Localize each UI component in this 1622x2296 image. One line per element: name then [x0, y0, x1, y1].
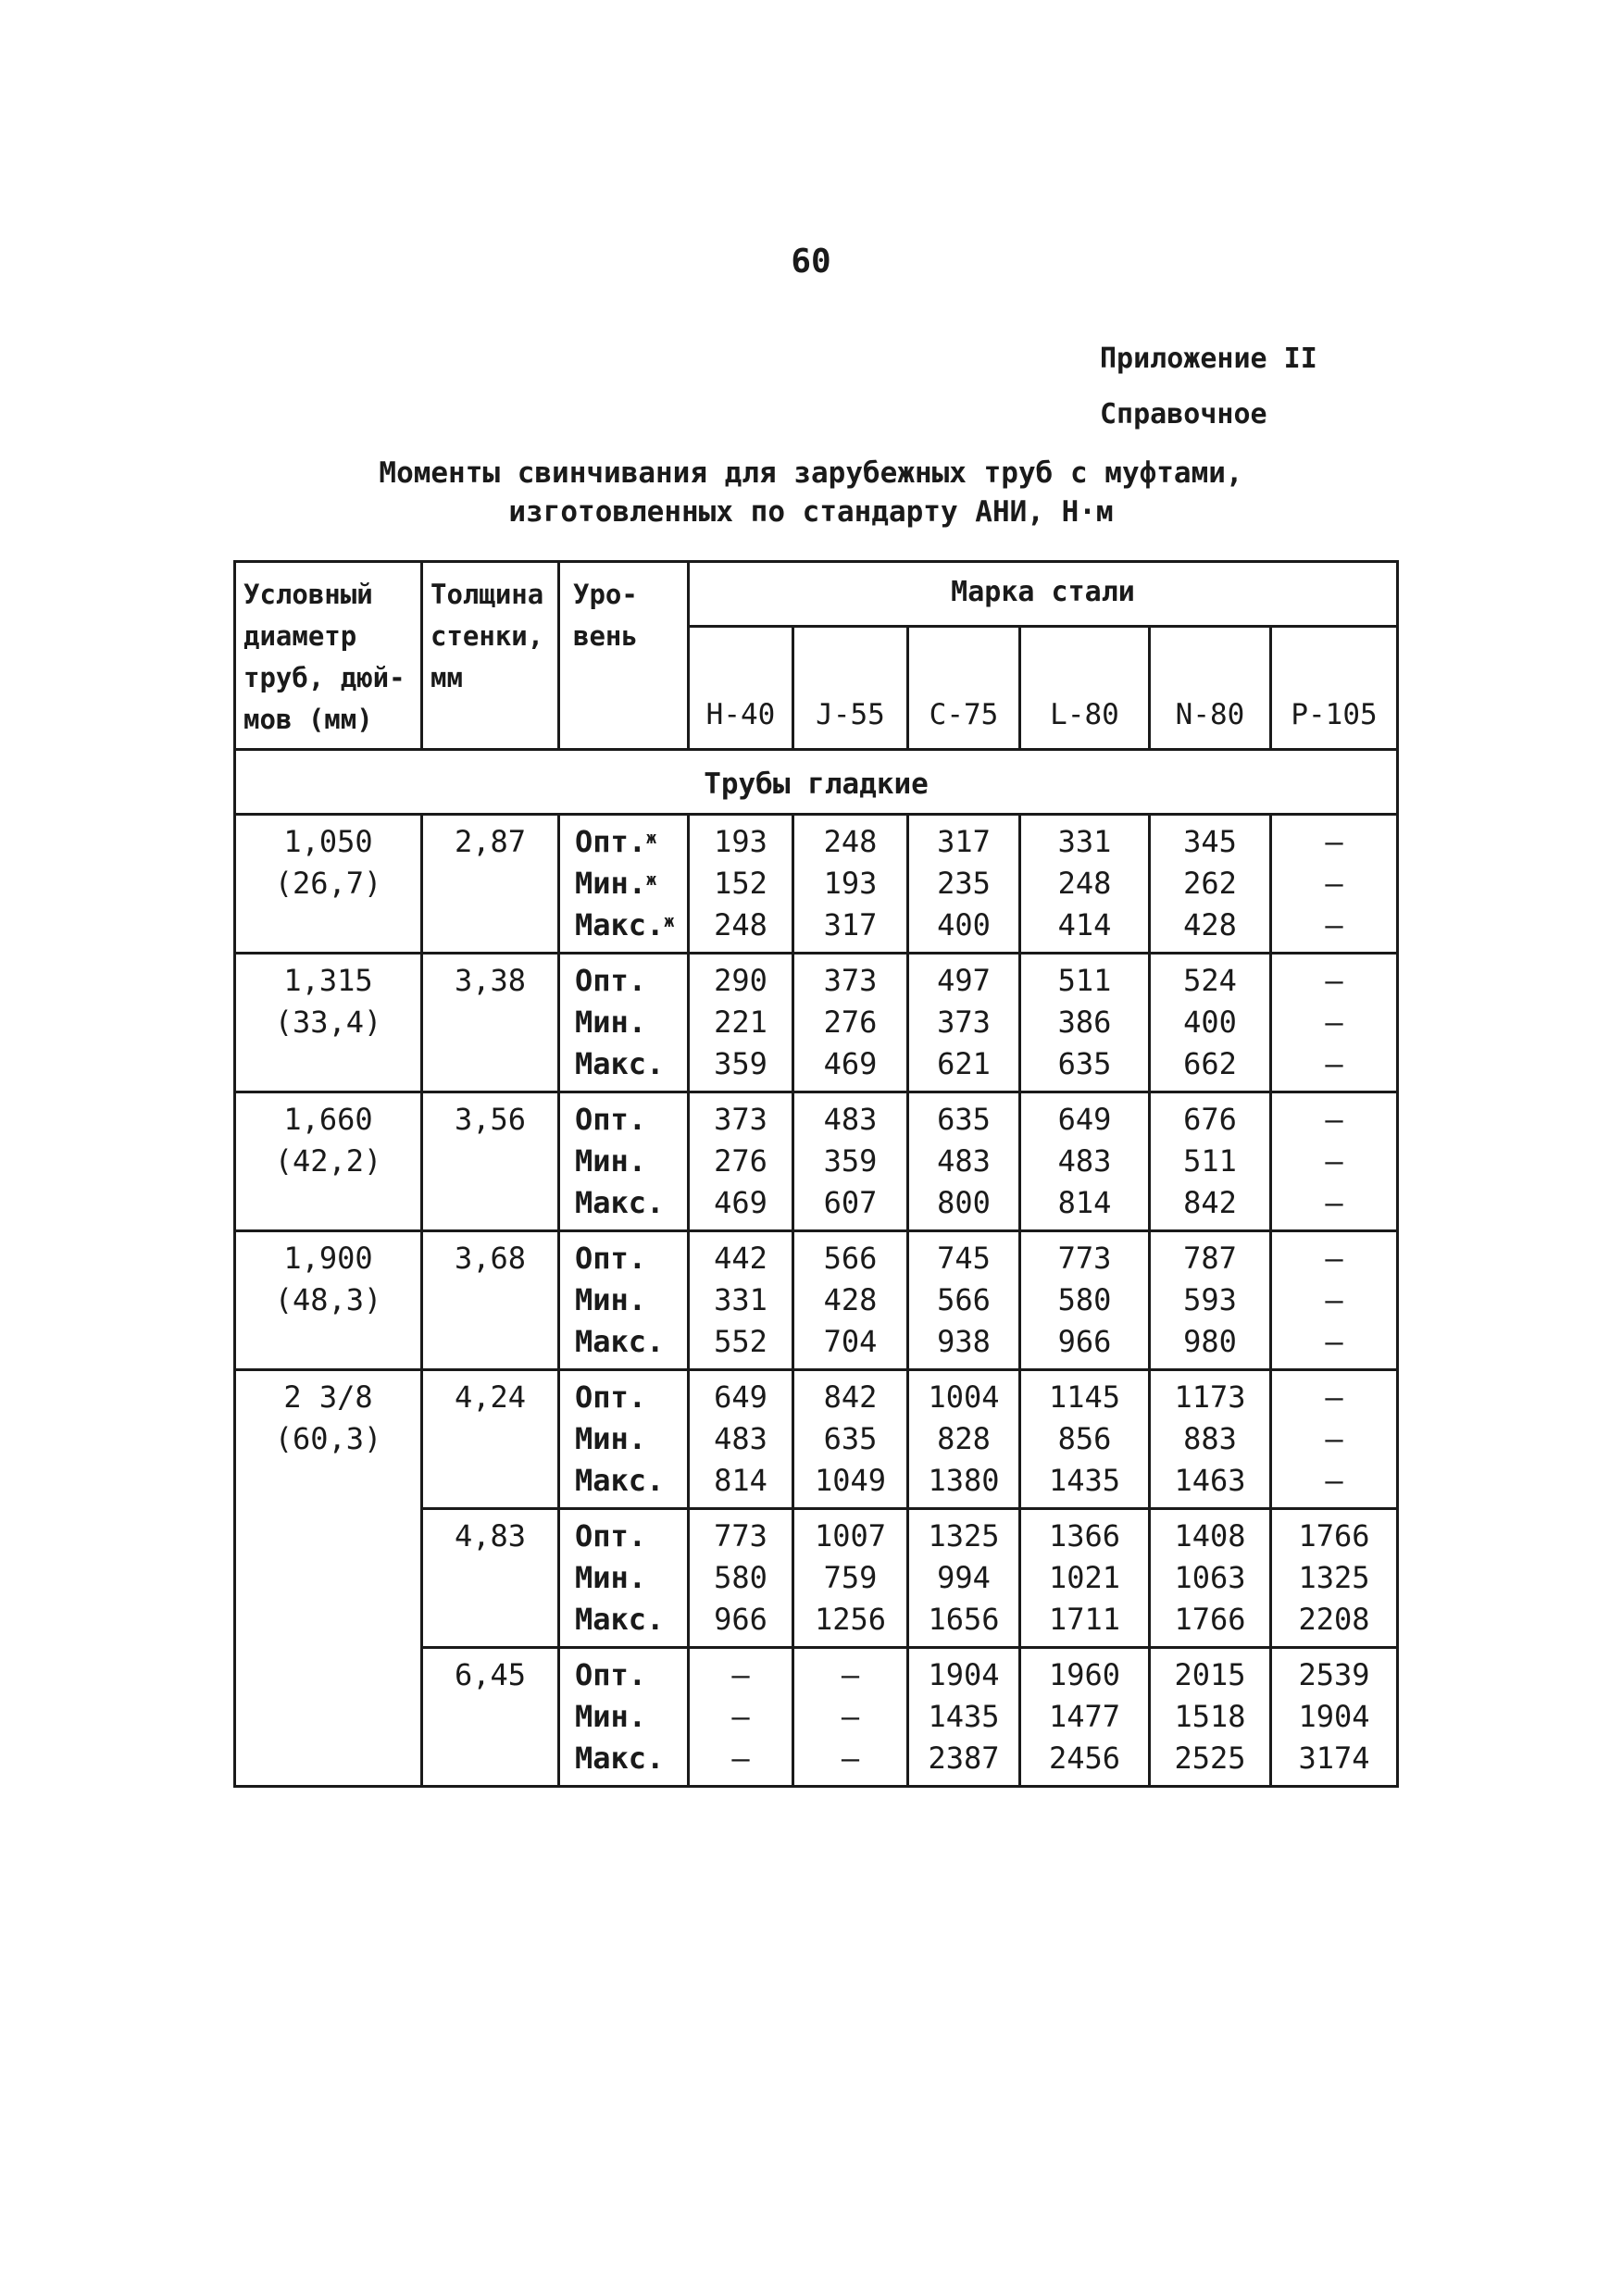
torque-cell	[1271, 1509, 1398, 1648]
torque-value: 1325	[1298, 1560, 1370, 1595]
torque-value: 883	[1183, 1421, 1237, 1456]
torque-cell	[793, 1231, 908, 1370]
torque-value: –	[1325, 1463, 1343, 1498]
table-body	[235, 562, 1398, 1787]
torque-value: 2525	[1174, 1741, 1246, 1776]
diameter-value: 2 3/8	[283, 1379, 373, 1415]
torque-cell	[1150, 1092, 1271, 1231]
torque-cell	[793, 1092, 908, 1231]
torque-value: 759	[823, 1560, 878, 1595]
diameter-cell	[235, 1370, 422, 1509]
torque-value: 566	[937, 1282, 991, 1317]
torque-cell	[1150, 1231, 1271, 1370]
level-label-line	[575, 1557, 687, 1599]
torque-cell	[908, 1231, 1020, 1370]
torque-value: 1904	[1298, 1699, 1370, 1734]
level-label-line	[575, 905, 687, 946]
level-label-line	[575, 1182, 687, 1224]
torque-value: 787	[1183, 1241, 1237, 1276]
torque-value: 842	[823, 1379, 878, 1415]
diameter-value: 1,900	[283, 1241, 373, 1276]
grade-header: Н-40	[689, 627, 793, 750]
torque-value: 566	[823, 1241, 878, 1276]
torque-value: 842	[1183, 1185, 1237, 1220]
torque-value: 828	[937, 1421, 991, 1456]
torque-value: 414	[1057, 907, 1112, 942]
torque-value: 662	[1183, 1046, 1237, 1081]
table-row	[235, 1092, 1398, 1231]
torque-cell	[689, 1509, 793, 1648]
torque-cell	[689, 1648, 793, 1787]
torque-value: 248	[1057, 866, 1112, 901]
header-diameter-line: мов (мм)	[243, 704, 373, 735]
level-label: Мин.	[575, 1560, 647, 1595]
torque-cell	[908, 815, 1020, 954]
wall-thickness-cell: 2,87	[422, 815, 559, 954]
torque-value: 773	[1057, 1241, 1112, 1276]
torque-value: 1256	[814, 1602, 887, 1637]
torque-cell	[1020, 1509, 1150, 1648]
torque-value: 593	[1183, 1282, 1237, 1317]
torque-cell	[908, 1370, 1020, 1509]
level-cell	[559, 815, 689, 954]
header-wall-line: стенки,	[430, 620, 544, 652]
torque-value: 1766	[1298, 1518, 1370, 1554]
header-diameter-line: труб, дюй-	[243, 662, 406, 693]
torque-cell	[908, 954, 1020, 1092]
torque-cell	[1020, 815, 1150, 954]
torque-value: 469	[714, 1185, 767, 1220]
torque-value: 1435	[928, 1699, 1000, 1734]
level-cell	[559, 954, 689, 1092]
level-label-line	[575, 1516, 687, 1557]
torque-value: 428	[823, 1282, 878, 1317]
torque-value: 2015	[1174, 1657, 1246, 1692]
level-label: Опт.	[575, 1379, 647, 1415]
torque-value: –	[1325, 1282, 1343, 1317]
level-label-line	[575, 821, 687, 863]
wall-thickness-cell: 4,83	[422, 1509, 559, 1648]
diameter-value: (42,2)	[274, 1143, 382, 1179]
footnote-mark: ж	[646, 829, 656, 848]
torque-value: 552	[714, 1324, 767, 1359]
torque-cell	[1271, 1648, 1398, 1787]
torque-cell	[1150, 1648, 1271, 1787]
torque-value: 2456	[1048, 1741, 1121, 1776]
torque-value: 428	[1183, 907, 1237, 942]
torque-table	[233, 560, 1399, 1788]
level-label: Опт.	[575, 1657, 647, 1692]
torque-value: 635	[937, 1102, 991, 1137]
torque-value: 276	[714, 1143, 767, 1179]
level-label: Мин.	[575, 1004, 647, 1040]
torque-value: –	[1325, 1379, 1343, 1415]
torque-value: 2387	[928, 1741, 1000, 1776]
header-level	[559, 562, 689, 750]
diameter-cell	[235, 954, 422, 1092]
torque-value: –	[1325, 907, 1343, 942]
wall-thickness-cell: 4,24	[422, 1370, 559, 1509]
level-label: Макс.	[575, 1324, 665, 1359]
level-label-line	[575, 1141, 687, 1182]
level-label: Макс.	[575, 1185, 665, 1220]
diameter-cell	[235, 815, 422, 954]
diameter-cell	[235, 1648, 422, 1787]
torque-value: –	[841, 1657, 860, 1692]
torque-cell	[1150, 954, 1271, 1092]
torque-value: 524	[1183, 963, 1237, 998]
torque-value: –	[1325, 866, 1343, 901]
torque-value: 317	[937, 824, 991, 859]
torque-value: –	[1325, 1421, 1343, 1456]
torque-value: –	[1325, 1143, 1343, 1179]
torque-value: 290	[714, 963, 767, 998]
torque-value: 1477	[1048, 1699, 1121, 1734]
torque-value: 1021	[1048, 1560, 1121, 1595]
torque-value: 373	[714, 1102, 767, 1137]
torque-value: 1711	[1048, 1602, 1121, 1637]
level-cell	[559, 1231, 689, 1370]
torque-value: 704	[823, 1324, 878, 1359]
torque-value: 1049	[814, 1463, 887, 1498]
torque-value: –	[731, 1741, 750, 1776]
torque-cell	[689, 815, 793, 954]
torque-value: 1435	[1048, 1463, 1121, 1498]
torque-value: 1366	[1048, 1518, 1121, 1554]
torque-value: 676	[1183, 1102, 1237, 1137]
torque-value: 580	[1057, 1282, 1112, 1317]
header-level-line: вень	[573, 620, 638, 652]
header-diameter	[235, 562, 422, 750]
torque-value: 966	[1057, 1324, 1112, 1359]
level-label: Опт.	[575, 963, 647, 998]
torque-value: 331	[1057, 824, 1112, 859]
torque-cell	[908, 1648, 1020, 1787]
level-label-line	[575, 1002, 687, 1043]
torque-value: 248	[714, 907, 767, 942]
header-diameter-line: диаметр	[243, 620, 357, 652]
diameter-value: 1,315	[283, 963, 373, 998]
torque-value: –	[1325, 1185, 1343, 1220]
torque-cell	[1020, 1092, 1150, 1231]
diameter-value: (26,7)	[274, 866, 382, 901]
level-cell	[559, 1509, 689, 1648]
torque-cell	[1020, 1648, 1150, 1787]
level-label: Макс.	[575, 1741, 665, 1776]
grade-header: J-55	[793, 627, 908, 750]
wall-thickness-cell: 3,68	[422, 1231, 559, 1370]
torque-cell	[1271, 1092, 1398, 1231]
header-steel-grade: Марка стали	[689, 562, 1398, 627]
level-label: Опт.	[575, 824, 647, 859]
level-cell	[559, 1648, 689, 1787]
torque-cell	[1150, 1509, 1271, 1648]
torque-value: –	[1325, 824, 1343, 859]
torque-value: 1960	[1048, 1657, 1121, 1692]
annex-type: Справочное	[1100, 398, 1267, 430]
level-label: Макс.	[575, 1046, 665, 1081]
grade-header: С-75	[908, 627, 1020, 750]
header-level-line: Уро-	[573, 579, 638, 610]
torque-value: 1325	[928, 1518, 1000, 1554]
torque-value: 511	[1183, 1143, 1237, 1179]
level-label-line	[575, 1696, 687, 1738]
diameter-cell	[235, 1509, 422, 1648]
torque-value: 359	[714, 1046, 767, 1081]
torque-value: 635	[1057, 1046, 1112, 1081]
torque-cell	[793, 954, 908, 1092]
torque-value: 3174	[1298, 1741, 1370, 1776]
level-label: Опт.	[575, 1102, 647, 1137]
level-label-line	[575, 1460, 687, 1502]
level-label-line	[575, 1238, 687, 1279]
torque-value: 1904	[928, 1657, 1000, 1692]
torque-value: 248	[823, 824, 878, 859]
table-row	[235, 1370, 1398, 1509]
torque-value: –	[1325, 1241, 1343, 1276]
level-cell	[559, 1370, 689, 1509]
diameter-cell	[235, 1092, 422, 1231]
torque-value: –	[731, 1657, 750, 1692]
level-cell	[559, 1092, 689, 1231]
torque-cell	[1271, 1231, 1398, 1370]
level-label: Макс.	[575, 1463, 665, 1498]
torque-cell	[689, 954, 793, 1092]
wall-thickness-cell: 3,38	[422, 954, 559, 1092]
torque-value: 814	[714, 1463, 767, 1498]
level-label: Мин.	[575, 1421, 647, 1456]
level-label-line	[575, 1377, 687, 1418]
torque-value: 386	[1057, 1004, 1112, 1040]
torque-cell	[689, 1092, 793, 1231]
level-label-line	[575, 863, 687, 905]
torque-cell	[689, 1370, 793, 1509]
torque-value: 483	[937, 1143, 991, 1179]
torque-value: 359	[823, 1143, 878, 1179]
torque-value: 400	[937, 907, 991, 942]
level-label: Опт.	[575, 1241, 647, 1276]
torque-cell	[689, 1231, 793, 1370]
torque-value: 483	[1057, 1143, 1112, 1179]
level-label: Мин.	[575, 1699, 647, 1734]
level-label: Макс.	[575, 907, 665, 942]
level-label: Мин.	[575, 1282, 647, 1317]
level-label-line	[575, 1738, 687, 1779]
diameter-cell	[235, 1231, 422, 1370]
level-label-line	[575, 1099, 687, 1141]
header-wall-line: мм	[430, 662, 463, 693]
torque-value: 2208	[1298, 1602, 1370, 1637]
annex-label: Приложение II	[1100, 343, 1317, 375]
torque-value: 1408	[1174, 1518, 1246, 1554]
torque-value: 1463	[1174, 1463, 1246, 1498]
level-label: Опт.	[575, 1518, 647, 1554]
torque-value: 483	[714, 1421, 767, 1456]
torque-value: 856	[1057, 1421, 1112, 1456]
torque-cell	[1150, 815, 1271, 954]
level-label: Макс.	[575, 1602, 665, 1637]
table-row	[235, 1648, 1398, 1787]
torque-cell	[793, 1648, 908, 1787]
torque-value: 235	[937, 866, 991, 901]
torque-value: 607	[823, 1185, 878, 1220]
torque-value: 1063	[1174, 1560, 1246, 1595]
torque-value: 1145	[1048, 1379, 1121, 1415]
wall-thickness-cell: 6,45	[422, 1648, 559, 1787]
torque-value: 1004	[928, 1379, 1000, 1415]
page-number: 60	[791, 243, 831, 281]
diameter-value: (60,3)	[274, 1421, 382, 1456]
torque-value: 276	[823, 1004, 878, 1040]
torque-value: 331	[714, 1282, 767, 1317]
torque-value: 1766	[1174, 1602, 1246, 1637]
torque-value: 497	[937, 963, 991, 998]
torque-value: 938	[937, 1324, 991, 1359]
torque-value: 221	[714, 1004, 767, 1040]
table-row	[235, 815, 1398, 954]
torque-cell	[1271, 815, 1398, 954]
torque-value: –	[841, 1741, 860, 1776]
torque-value: 745	[937, 1241, 991, 1276]
torque-cell	[1020, 1370, 1150, 1509]
torque-value: 800	[937, 1185, 991, 1220]
torque-value: 193	[714, 824, 767, 859]
torque-value: 994	[937, 1560, 991, 1595]
torque-cell	[1271, 954, 1398, 1092]
torque-cell	[793, 1509, 908, 1648]
torque-value: –	[1325, 1046, 1343, 1081]
title-line-2: изготовленных по стандарту АНИ, Н·м	[508, 495, 1114, 529]
torque-value: –	[1325, 1004, 1343, 1040]
torque-cell	[908, 1092, 1020, 1231]
torque-cell	[1020, 954, 1150, 1092]
table-row	[235, 1509, 1398, 1648]
torque-value: 373	[937, 1004, 991, 1040]
torque-value: 152	[714, 866, 767, 901]
level-label: Мин.	[575, 866, 647, 901]
torque-value: 649	[714, 1379, 767, 1415]
grade-header: Р-105	[1271, 627, 1398, 750]
table-row	[235, 1231, 1398, 1370]
torque-value: 400	[1183, 1004, 1237, 1040]
torque-value: –	[841, 1699, 860, 1734]
torque-value: 1656	[928, 1602, 1000, 1637]
torque-cell	[1150, 1370, 1271, 1509]
torque-value: 773	[714, 1518, 767, 1554]
level-label-line	[575, 1321, 687, 1363]
header-row-1	[235, 562, 1398, 627]
torque-value: 635	[823, 1421, 878, 1456]
torque-value: 1173	[1174, 1379, 1246, 1415]
diameter-value: 1,660	[283, 1102, 373, 1137]
header-diameter-line: Условный	[243, 579, 373, 610]
torque-cell	[793, 815, 908, 954]
diameter-value: 1,050	[283, 824, 373, 859]
torque-value: –	[1325, 963, 1343, 998]
section-row	[235, 750, 1398, 815]
torque-value: 1380	[928, 1463, 1000, 1498]
torque-cell	[1020, 1231, 1150, 1370]
torque-value: 345	[1183, 824, 1237, 859]
level-label-line	[575, 960, 687, 1002]
torque-value: 442	[714, 1241, 767, 1276]
grade-header: N-80	[1150, 627, 1271, 750]
level-label: Мин.	[575, 1143, 647, 1179]
torque-value: 580	[714, 1560, 767, 1595]
footnote-mark: ж	[646, 870, 656, 890]
level-label-line	[575, 1599, 687, 1641]
wall-thickness-cell: 3,56	[422, 1092, 559, 1231]
header-wall-line: Толщина	[430, 579, 544, 610]
footnote-mark: ж	[664, 912, 675, 931]
torque-value: –	[731, 1699, 750, 1734]
header-wall	[422, 562, 559, 750]
torque-cell	[1271, 1370, 1398, 1509]
level-label-line	[575, 1043, 687, 1085]
diameter-value: (33,4)	[274, 1004, 382, 1040]
torque-value: 1007	[814, 1518, 887, 1554]
torque-value: 621	[937, 1046, 991, 1081]
title-line-1: Моменты свинчивания для зарубежных труб с муфтами,	[379, 456, 1243, 490]
level-label-line	[575, 1654, 687, 1696]
torque-value: 1518	[1174, 1699, 1246, 1734]
torque-value: 193	[823, 866, 878, 901]
torque-value: 814	[1057, 1185, 1112, 1220]
level-label-line	[575, 1279, 687, 1321]
torque-cell	[908, 1509, 1020, 1648]
torque-value: 317	[823, 907, 878, 942]
table-row	[235, 954, 1398, 1092]
torque-value: 373	[823, 963, 878, 998]
diameter-value: (48,3)	[274, 1282, 382, 1317]
torque-value: 980	[1183, 1324, 1237, 1359]
torque-value: 262	[1183, 866, 1237, 901]
torque-value: 649	[1057, 1102, 1112, 1137]
torque-value: 483	[823, 1102, 878, 1137]
torque-value: 966	[714, 1602, 767, 1637]
torque-value: –	[1325, 1324, 1343, 1359]
torque-value: 511	[1057, 963, 1112, 998]
torque-value: 2539	[1298, 1657, 1370, 1692]
torque-value: –	[1325, 1102, 1343, 1137]
torque-value: 469	[823, 1046, 878, 1081]
torque-cell	[793, 1370, 908, 1509]
section-label: Трубы гладкие	[235, 750, 1398, 815]
grade-header: L-80	[1020, 627, 1150, 750]
level-label-line	[575, 1418, 687, 1460]
table-title	[0, 454, 1622, 531]
